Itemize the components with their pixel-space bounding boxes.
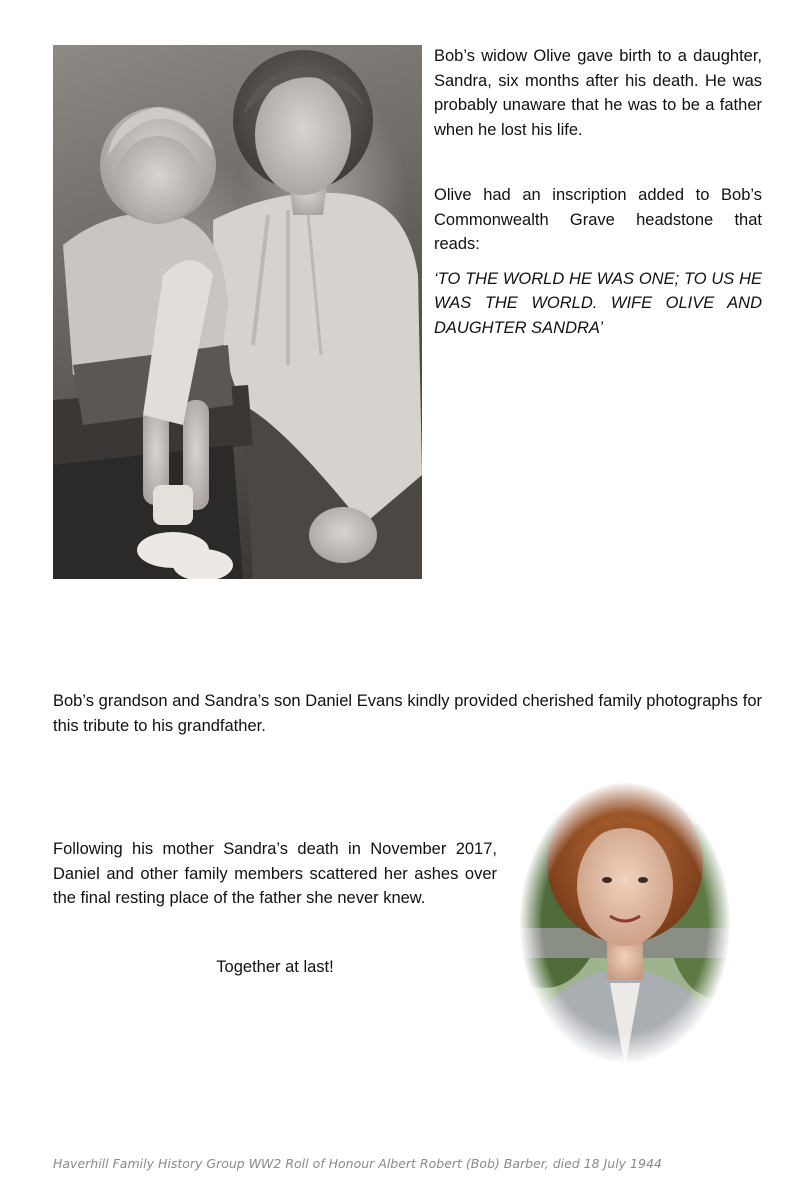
widow-paragraph: Bob’s widow Olive gave birth to a daughter, Sandra, six months after his death. He was probably unaware that he was to be a father when he lost his life.	[434, 47, 762, 139]
ashes-paragraph: Following his mother Sandra’s death in November 2017, Daniel and other family members scattered her ashes over the final resting place of the father she never knew.	[53, 840, 497, 907]
top-right-text-column	[434, 44, 762, 340]
inscription-intro-paragraph: Olive had an inscription added to Bob’s Commonwealth Grave headstone that reads:	[434, 186, 762, 253]
headstone-inscription-quote: ‘TO THE WORLD HE WAS ONE; TO US HE WAS THE WORLD. WIFE OLIVE AND DAUGHTER SANDRA’	[434, 269, 762, 337]
sandra-portrait-photo	[515, 778, 735, 1068]
sandra-portrait-illustration	[515, 778, 735, 1068]
mother-and-child-illustration	[53, 45, 422, 579]
mother-and-child-photo	[53, 45, 422, 579]
page-footer: Haverhill Family History Group WW2 Roll of Honour Albert Robert (Bob) Barber, died 18 July 1944	[53, 1156, 662, 1171]
grandson-paragraph: Bob’s grandson and Sandra’s son Daniel Evans kindly provided cherished family photographs for this tribute to his grandfather.	[53, 692, 762, 735]
closing-line: Together at last!	[216, 958, 334, 976]
